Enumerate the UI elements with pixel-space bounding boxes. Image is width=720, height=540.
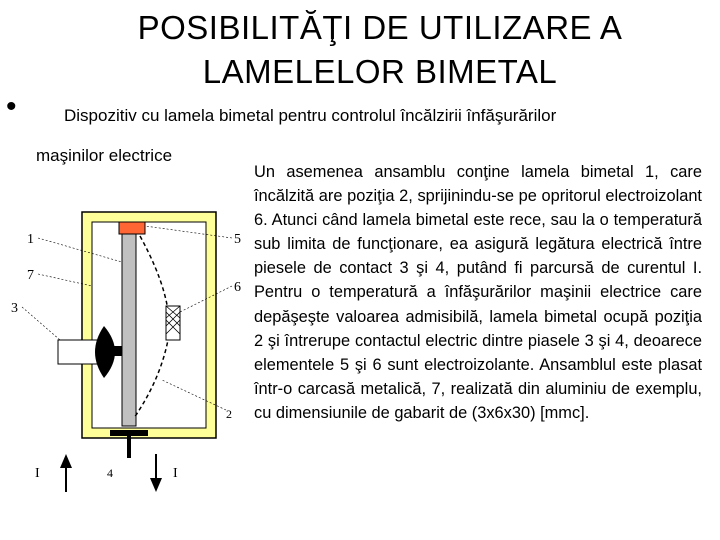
- bimetal-lamella: [122, 234, 136, 426]
- housing-inner: [92, 222, 206, 428]
- label-6: 6: [234, 280, 241, 295]
- subtitle-line-2: maşinilor electrice: [36, 146, 173, 165]
- arrow-down-head: [150, 478, 162, 492]
- insulator-5: [119, 222, 145, 234]
- bimetal-diagram: [0, 0, 260, 520]
- label-3: 3: [11, 301, 18, 316]
- label-5: 5: [234, 232, 241, 247]
- contact-4-bar: [110, 430, 148, 436]
- title-line-2: LAMELELOR BIMETAL: [202, 53, 558, 90]
- title-line-1: POSIBILITĂŢI DE UTILIZARE A: [137, 9, 623, 46]
- label-7: 7: [27, 268, 34, 283]
- insulating-stop-6: [166, 306, 180, 340]
- description-paragraph: Un asemenea ansamblu conţine lamela bimetal 1, care încălzită are poziţia 2, sprijinindu-se pe opritorul electroizolant 6. Atunci când lamela bimetal este rece, sau la o temperatură sub limita de funcţionare, ea asigură legătura electrică între piesele de contact 3 şi 4, putând fi parcursă de curentul I. Pentru o temperatură a înfăşurărilor maşinii electrice care depăşeşte valoarea admisibilă, lamela bimetal ocupă poziţia 2 şi întrerupe contactul electric dintre piasele 3 şi 4, deoarece elementele 5 şi 6 sunt electroizolante. Ansamblul este plasat într-o carcasă metalică, 7, realizată din aluminiu de exemplu, cu dimensiunile de gabarit de (3x6x30) [mmc].: [254, 163, 702, 422]
- leader-3: [22, 307, 60, 340]
- label-4: 4: [107, 466, 113, 480]
- arrow-up-head: [60, 454, 72, 468]
- label-2: 2: [226, 407, 232, 421]
- label-1: 1: [27, 232, 34, 247]
- label-current-right: I: [173, 466, 178, 481]
- contact-3-tip: [114, 346, 122, 356]
- bullet-point: •: [6, 90, 17, 123]
- label-current-left: I: [35, 466, 40, 481]
- subtitle-line-1: Dispozitiv cu lamela bimetal pentru controlul încălzirii înfăşurărilor: [64, 106, 557, 125]
- contact-4-lead: [127, 436, 131, 458]
